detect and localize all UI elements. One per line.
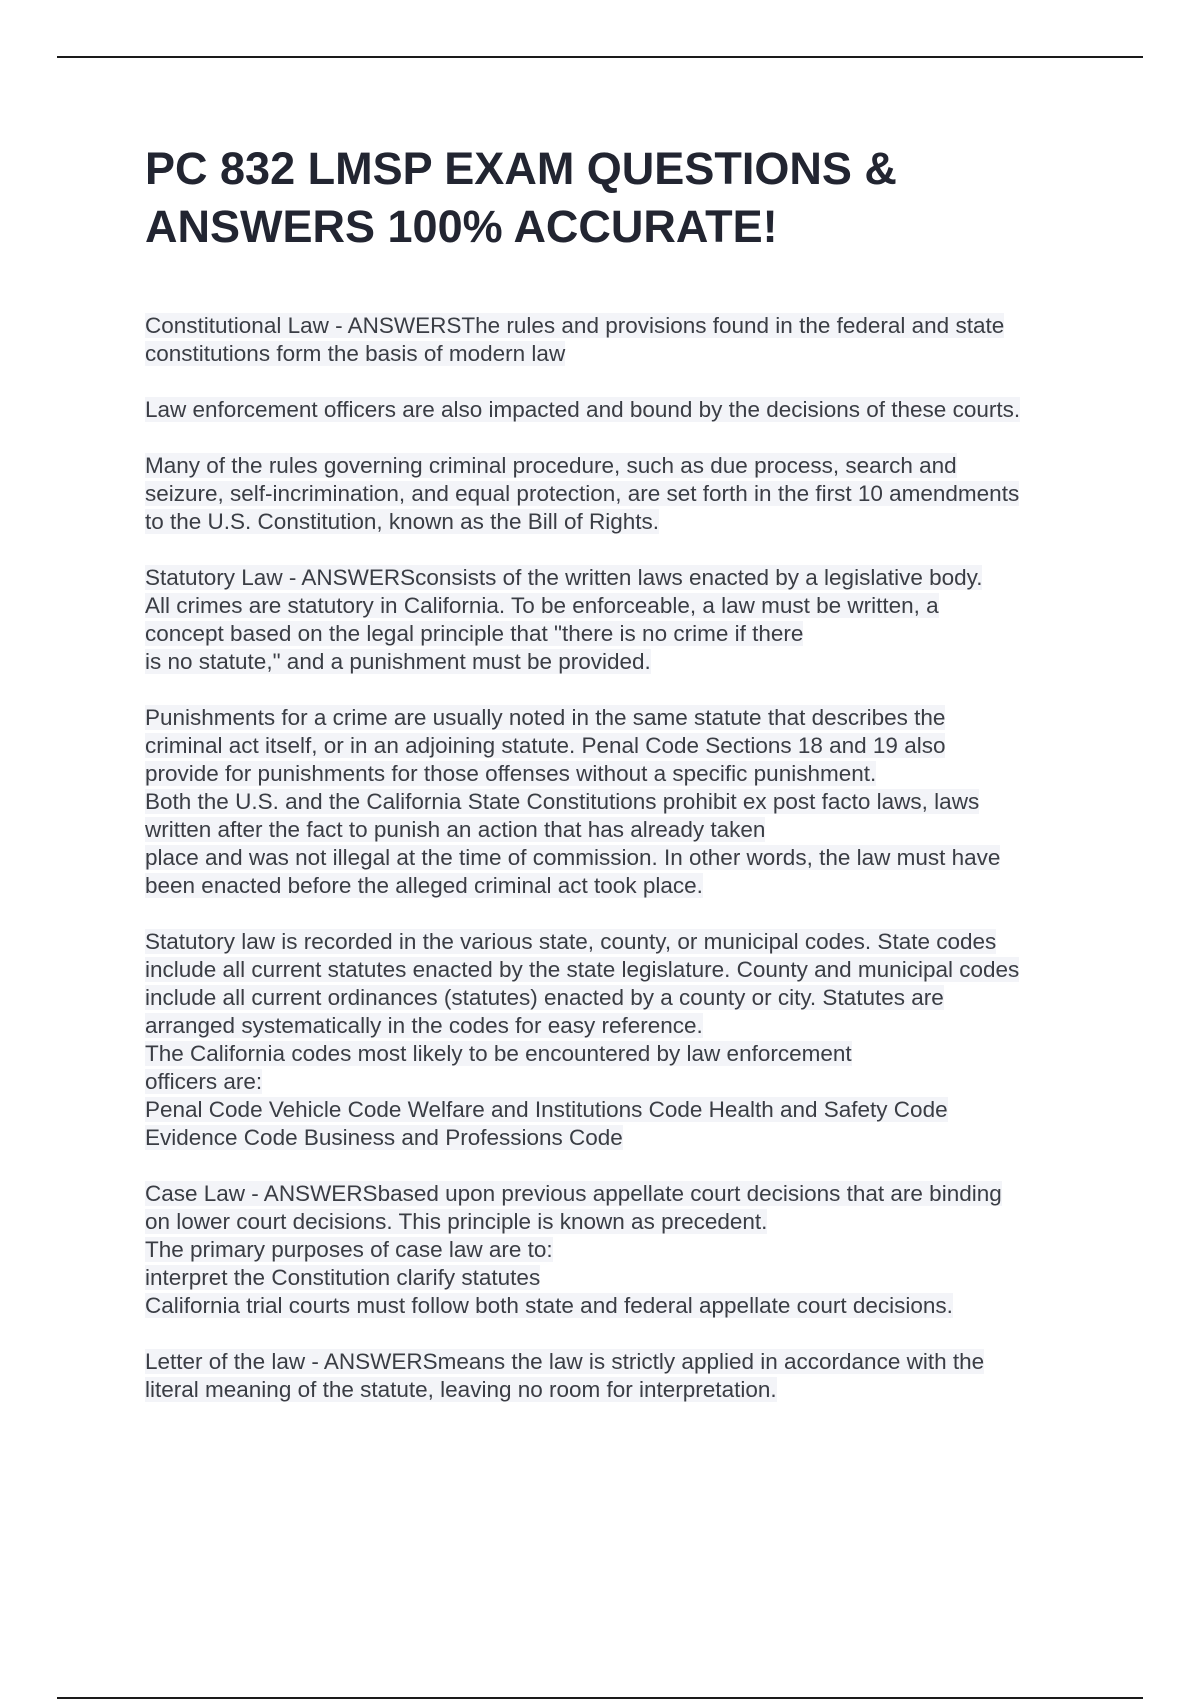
text-line-content: officers are: bbox=[145, 1069, 263, 1094]
text-line-content: constitutions form the basis of modern law bbox=[145, 341, 566, 366]
text-line-content: concept based on the legal principle that "there is no crime if there bbox=[145, 621, 804, 646]
text-line bbox=[145, 396, 1105, 424]
text-line-content: Statutory law is recorded in the various state, county, or municipal codes. State codes bbox=[145, 929, 997, 954]
text-line bbox=[145, 564, 1105, 592]
text-line bbox=[145, 816, 1105, 844]
text-line bbox=[145, 732, 1105, 760]
text-line bbox=[145, 592, 1105, 620]
text-line bbox=[145, 1096, 1105, 1124]
text-line bbox=[145, 1264, 1105, 1292]
text-line-content: All crimes are statutory in California. To be enforceable, a law must be written, a bbox=[145, 593, 939, 618]
text-line bbox=[145, 1348, 1105, 1376]
text-line bbox=[145, 508, 1105, 536]
paragraph bbox=[145, 704, 1105, 900]
text-line-content: literal meaning of the statute, leaving no room for interpretation. bbox=[145, 1377, 777, 1402]
text-line-content: Evidence Code Business and Professions Code bbox=[145, 1125, 623, 1150]
text-line-content: Constitutional Law - ANSWERSThe rules and provisions found in the federal and state bbox=[145, 313, 1005, 338]
text-line-content: Punishments for a crime are usually noted in the same statute that describes the bbox=[145, 705, 946, 730]
text-line-content: include all current ordinances (statutes) enacted by a county or city. Statutes are bbox=[145, 985, 944, 1010]
paragraph bbox=[145, 396, 1105, 424]
text-line bbox=[145, 1376, 1105, 1404]
text-line-content: is no statute," and a punishment must be provided. bbox=[145, 649, 651, 674]
text-line bbox=[145, 452, 1105, 480]
text-line bbox=[145, 620, 1105, 648]
text-line-content: seizure, self-incrimination, and equal protection, are set forth in the first 10 amendments bbox=[145, 481, 1020, 506]
text-line bbox=[145, 340, 1105, 368]
text-line bbox=[145, 1012, 1105, 1040]
text-line-content: place and was not illegal at the time of commission. In other words, the law must have bbox=[145, 845, 1001, 870]
text-line-content: California trial courts must follow both state and federal appellate court decisions. bbox=[145, 1293, 953, 1318]
text-line-content: to the U.S. Constitution, known as the Bill of Rights. bbox=[145, 509, 660, 534]
text-line-content: written after the fact to punish an action that has already taken bbox=[145, 817, 766, 842]
text-line-content: Many of the rules governing criminal procedure, such as due process, search and bbox=[145, 453, 957, 478]
text-line-content: Both the U.S. and the California State Constitutions prohibit ex post facto laws, laws bbox=[145, 789, 980, 814]
text-line bbox=[145, 704, 1105, 732]
document-body bbox=[145, 312, 1105, 1432]
document-title bbox=[145, 140, 1105, 256]
text-line bbox=[145, 312, 1105, 340]
text-line bbox=[145, 788, 1105, 816]
text-line-content: Law enforcement officers are also impacted and bound by the decisions of these courts. bbox=[145, 397, 1021, 422]
paragraph bbox=[145, 564, 1105, 676]
text-line bbox=[145, 984, 1105, 1012]
text-line bbox=[145, 872, 1105, 900]
paragraph bbox=[145, 1348, 1105, 1404]
text-line bbox=[145, 956, 1105, 984]
text-line-content: Penal Code Vehicle Code Welfare and Institutions Code Health and Safety Code bbox=[145, 1097, 948, 1122]
text-line-content: Statutory Law - ANSWERSconsists of the written laws enacted by a legislative body. bbox=[145, 565, 983, 590]
bottom-rule bbox=[57, 1697, 1143, 1699]
text-line bbox=[145, 844, 1105, 872]
text-line-content: interpret the Constitution clarify statutes bbox=[145, 1265, 541, 1290]
top-rule bbox=[57, 56, 1143, 58]
text-line-content: The California codes most likely to be encountered by law enforcement bbox=[145, 1041, 852, 1066]
text-line bbox=[145, 1068, 1105, 1096]
text-line-content: Case Law - ANSWERSbased upon previous appellate court decisions that are binding bbox=[145, 1181, 1002, 1206]
text-line bbox=[145, 648, 1105, 676]
title-line: ANSWERS 100% ACCURATE! bbox=[145, 201, 778, 252]
text-line bbox=[145, 760, 1105, 788]
text-line-content: been enacted before the alleged criminal act took place. bbox=[145, 873, 703, 898]
text-line bbox=[145, 1292, 1105, 1320]
text-line bbox=[145, 1040, 1105, 1068]
paragraph bbox=[145, 452, 1105, 536]
paragraph bbox=[145, 1180, 1105, 1320]
text-line-content: Letter of the law - ANSWERSmeans the law is strictly applied in accordance with the bbox=[145, 1349, 985, 1374]
text-line-content: arranged systematically in the codes for easy reference. bbox=[145, 1013, 703, 1038]
text-line bbox=[145, 1180, 1105, 1208]
text-line-content: provide for punishments for those offenses without a specific punishment. bbox=[145, 761, 877, 786]
paragraph bbox=[145, 312, 1105, 368]
text-line-content: criminal act itself, or in an adjoining statute. Penal Code Sections 18 and 19 also bbox=[145, 733, 946, 758]
text-line bbox=[145, 1208, 1105, 1236]
text-line-content: The primary purposes of case law are to: bbox=[145, 1237, 553, 1262]
text-line bbox=[145, 928, 1105, 956]
text-line bbox=[145, 480, 1105, 508]
text-line-content: on lower court decisions. This principle is known as precedent. bbox=[145, 1209, 768, 1234]
paragraph bbox=[145, 928, 1105, 1152]
text-line bbox=[145, 1124, 1105, 1152]
text-line-content: include all current statutes enacted by the state legislature. County and municipal codes bbox=[145, 957, 1020, 982]
title-line: PC 832 LMSP EXAM QUESTIONS & bbox=[145, 143, 897, 194]
text-line bbox=[145, 1236, 1105, 1264]
